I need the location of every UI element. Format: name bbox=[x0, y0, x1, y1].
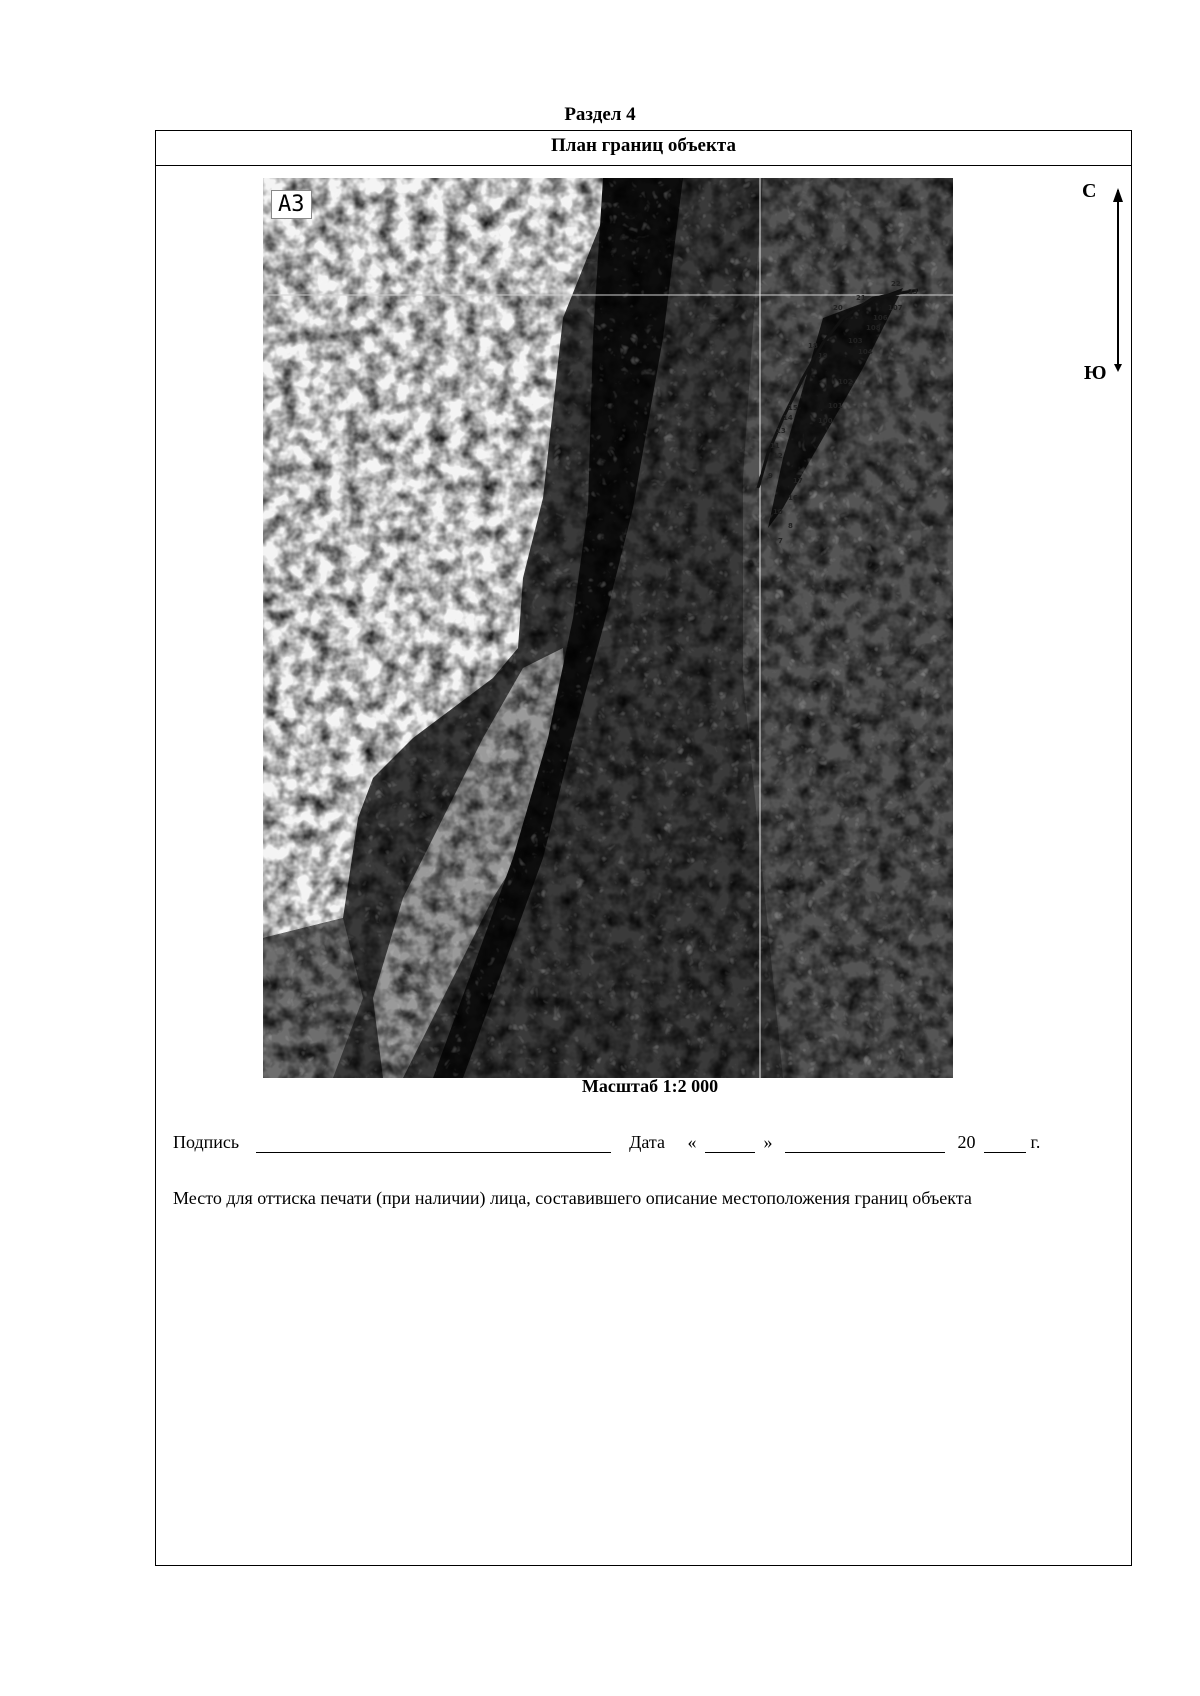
quote-open: « bbox=[687, 1132, 697, 1152]
section-title: Раздел 4 bbox=[564, 104, 636, 125]
point-label: 15 bbox=[788, 404, 798, 412]
signature-line bbox=[256, 1134, 611, 1153]
point-label: 17 bbox=[793, 477, 803, 485]
map-image bbox=[263, 178, 953, 1078]
point-label: 108 bbox=[866, 324, 881, 332]
point-label: 19 bbox=[818, 352, 828, 360]
point-label: 107 bbox=[888, 304, 903, 312]
map-scale: Масштаб 1:2 000 bbox=[581, 1076, 719, 1096]
point-label: 103 bbox=[848, 337, 863, 345]
point-label: 18 bbox=[808, 342, 818, 350]
year-line bbox=[984, 1134, 1026, 1153]
point-label: 22 bbox=[891, 280, 901, 288]
point-label: 20 bbox=[833, 304, 843, 312]
point-label: 11 bbox=[770, 442, 780, 450]
point-label: 13 bbox=[776, 427, 786, 435]
stamp-place-text: Место для оттиска печати (при наличии) лица, составившего описание местоположения границ объекта bbox=[173, 1188, 972, 1208]
north-label: С bbox=[1082, 180, 1097, 202]
signature-label: Подпись bbox=[173, 1132, 240, 1152]
month-line bbox=[785, 1134, 945, 1153]
point-label: 106 bbox=[873, 314, 888, 322]
point-label: 8 bbox=[788, 522, 793, 530]
quote-close: » bbox=[763, 1132, 773, 1152]
year-suffix: г. bbox=[1030, 1132, 1041, 1152]
point-label: 9 bbox=[768, 472, 773, 480]
date-label: Дата bbox=[629, 1132, 665, 1152]
south-label: Ю bbox=[1084, 362, 1107, 384]
point-label: 101 bbox=[828, 402, 843, 410]
year-prefix: 20 bbox=[957, 1132, 976, 1152]
point-label: 21 bbox=[856, 294, 866, 302]
map-sheet-label: А3 bbox=[271, 190, 312, 219]
day-line bbox=[705, 1134, 755, 1153]
signature-row bbox=[173, 1132, 1040, 1153]
point-label: 16 bbox=[788, 494, 798, 502]
point-label: 14 bbox=[783, 414, 793, 422]
point-label: 23 bbox=[908, 288, 918, 296]
point-label: 104 bbox=[858, 348, 873, 356]
point-label: 12 bbox=[773, 452, 783, 460]
point-label: 10 bbox=[773, 508, 783, 516]
boundary-map bbox=[263, 178, 953, 1078]
point-label: 7 bbox=[778, 537, 783, 545]
frame-header: План границ объекта bbox=[156, 131, 1131, 166]
point-label: 102 bbox=[838, 378, 853, 386]
north-arrow-icon bbox=[1080, 180, 1140, 380]
point-label: 100 bbox=[818, 417, 833, 425]
